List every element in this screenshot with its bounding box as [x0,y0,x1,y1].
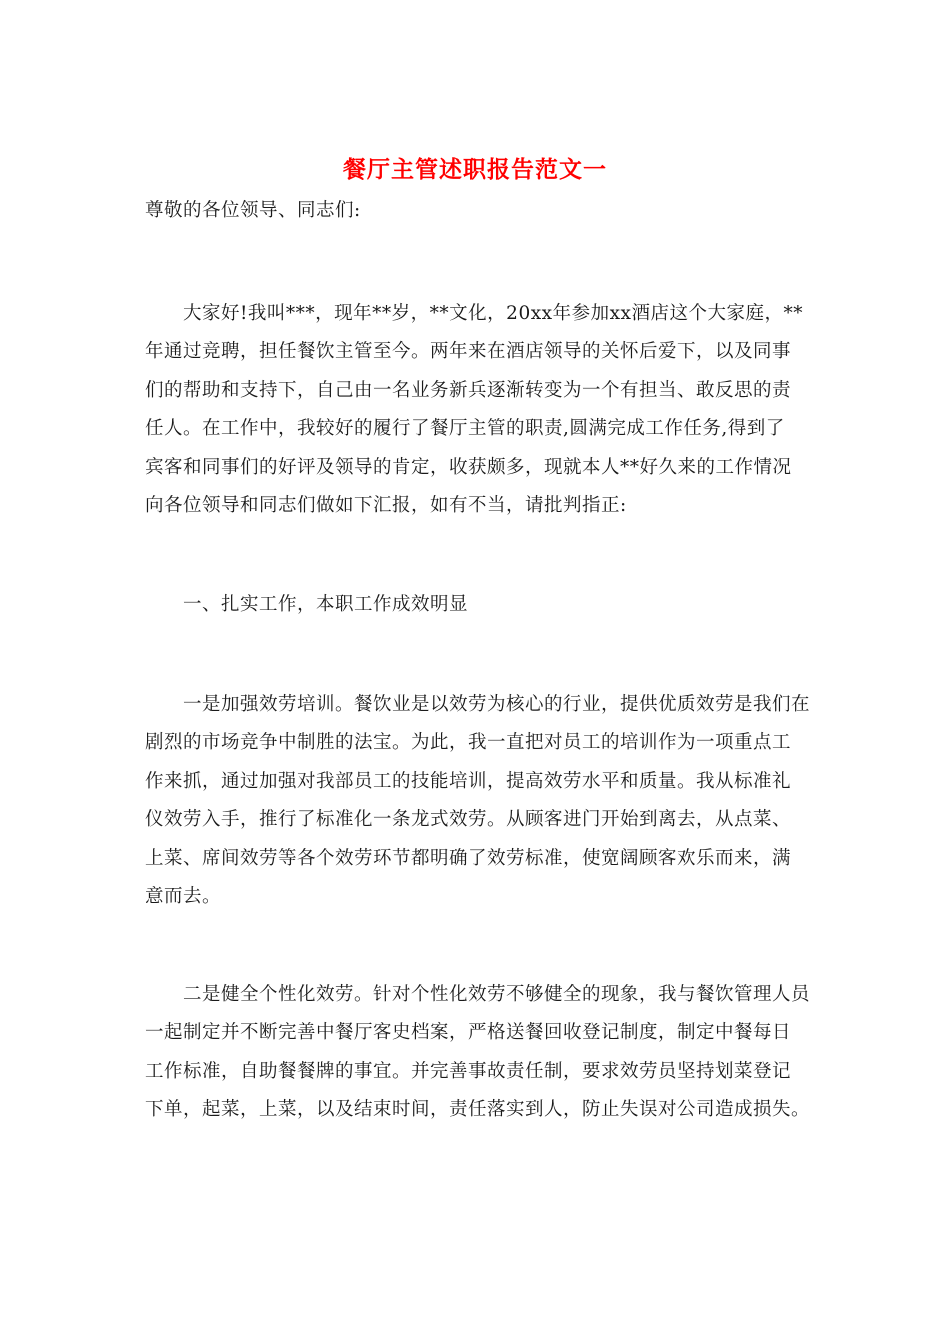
paragraph-line: 大家好!我叫***，现年**岁，**文化，20xx年参加xx酒店这个大家庭，** [145,303,803,324]
paragraph-line: 二是健全个性化效劳。针对个性化效劳不够健全的现象，我与餐饮管理人员 [145,984,811,1005]
paragraph-line: 上菜、席间效劳等各个效劳环节都明确了效劳标准，使宽阔顾客欢乐而来，满 [145,847,792,869]
paragraph-line: 任人。在工作中，我较好的履行了餐厅主管的职责,圆满完成工作任务,得到了 [145,418,785,440]
paragraph-line: 意而去。 [145,886,222,908]
section-heading-text: 一、扎实工作，本职工作成效明显 [145,594,469,615]
paragraph-line: 一起制定并不断完善中餐厅客史档案，严格送餐回收登记制度，制定中餐每日 [145,1022,792,1044]
paragraph-line: 年通过竞聘，担任餐饮主管至今。两年来在酒店领导的关怀后爱下，以及同事 [145,341,792,363]
paragraph-line: 剧烈的市场竞争中制胜的法宝。为此，我一直把对员工的培训作为一项重点工 [145,732,792,754]
document-title: 餐厅主管述职报告范文一 [343,156,607,183]
paragraph-line: 向各位领导和同志们做如下汇报，如有不当，请批判指正: [145,495,627,517]
paragraph-line: 下单，起菜，上菜，以及结束时间，责任落实到人，防止失误对公司造成损失。 [145,1099,811,1121]
paragraph-line: 作来抓，通过加强对我部员工的技能培训，提高效劳水平和质量。我从标准礼 [145,770,792,792]
paragraph-intro [145,295,810,525]
paragraph-line: 宾客和同事们的好评及领导的肯定，收获颇多，现就本人**好久来的工作情况 [145,456,792,478]
salutation [145,192,810,230]
paragraph-personalized-service [145,976,810,1130]
paragraph-training [145,686,810,916]
paragraph-line: 们的帮助和支持下，自己由一名业务新兵逐渐转变为一个有担当、敢反思的责 [145,379,792,401]
salutation-text: 尊敬的各位领导、同志们: [145,200,361,221]
paragraph-line: 仪效劳入手，推行了标准化一条龙式效劳。从顾客进门开始到离去，从点菜、 [145,809,792,831]
paragraph-line: 一是加强效劳培训。餐饮业是以效劳为核心的行业，提供优质效劳是我们在 [145,694,811,715]
paragraph-line: 工作标准，自助餐餐牌的事宜。并完善事故责任制，要求效劳员坚持划菜登记 [145,1060,792,1082]
section-heading [145,586,810,624]
